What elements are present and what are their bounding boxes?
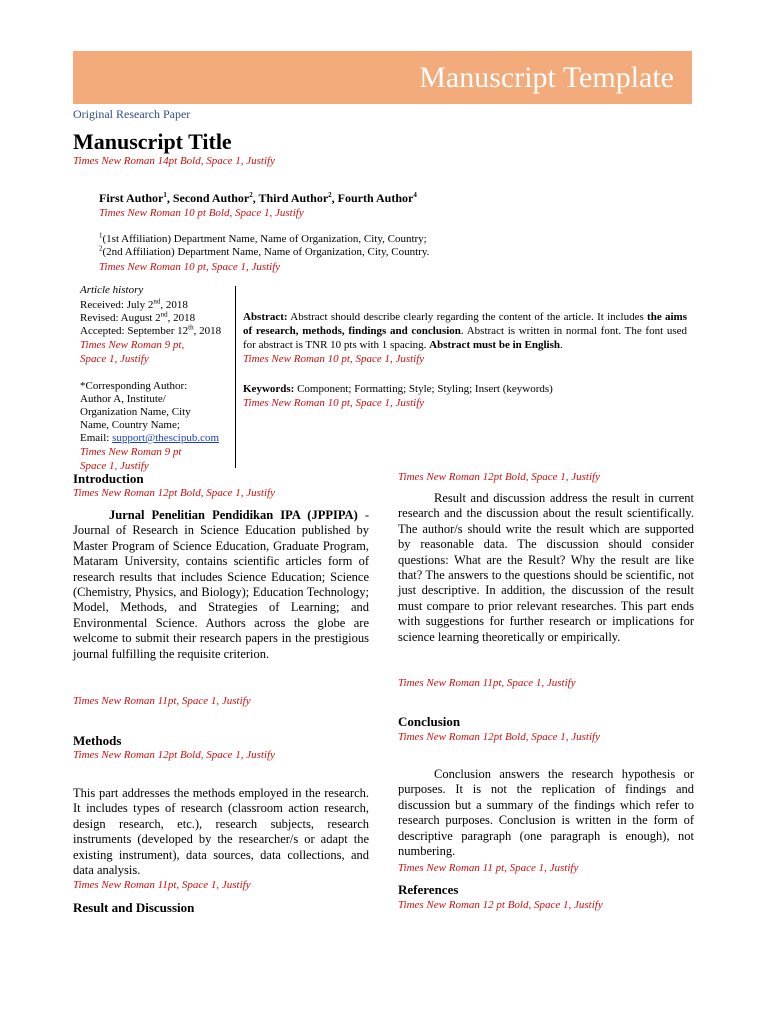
- affiliation-1: $^1$(1st Affiliation) Department Name, Name of Organization, City, Country;: [99, 231, 427, 245]
- methods-body-note: Times New Roman 11pt, Space 1, Justify: [73, 879, 251, 891]
- history-format-note-1: Times New Roman 9 pt,: [80, 339, 185, 351]
- abstract-format-note: Times New Roman 10 pt, Space 1, Justify: [243, 353, 425, 365]
- revised-date: Revised: August 2nd, 2018: [80, 310, 196, 324]
- corresponding-format-note-2: Space 1, Justify: [80, 460, 149, 472]
- methods-paragraph: This part addresses the methods employed in the research. It includes types of research (classroom action research, design research, etc.), research subjects, research instruments (developed by the researcher/s or adapt the existing instrument), data sources, data collections, and data analysis.: [73, 786, 369, 878]
- conclusion-paragraph: Conclusion answers the research hypothesis or purposes. It is not the replication of findings and discussion but a summary of the findings which refer to research purposes. Conclusion is written in the form of descriptive paragraph (one paragraph is enough), not numbering.: [398, 767, 694, 859]
- header-banner: [73, 51, 692, 104]
- received-date: Received: July 2nd, 2018: [80, 297, 188, 311]
- corresponding-line-2: Author A, Institute/: [80, 393, 166, 405]
- methods-format-note: Times New Roman 12pt Bold, Space 1, Justify: [73, 749, 275, 761]
- history-format-note-2: Space 1, Justify: [80, 353, 149, 365]
- article-info-box: [80, 284, 235, 473]
- results-format-note: Times New Roman 12pt Bold, Space 1, Justify: [398, 471, 600, 483]
- introduction-format-note: Times New Roman 12pt Bold, Space 1, Justify: [73, 487, 275, 499]
- abstract-text: Abstract: Abstract should describe clearly regarding the content of the article. It includes the aims of research, methods, findings and conclusion. Abstract is written in normal font. The font used for abstract is TNR 10 pts with 1 spacing. Abstract must be in English.: [243, 311, 687, 351]
- email-link[interactable]: support@thescipub.com: [112, 432, 220, 444]
- conclusion-body-note: Times New Roman 11 pt, Space 1, Justify: [398, 862, 579, 874]
- results-heading: Result and Discussion: [73, 900, 195, 915]
- corresponding-label: *Corresponding Author:: [80, 380, 188, 392]
- methods-heading: Methods: [73, 733, 122, 748]
- introduction-paragraph: Jurnal Penelitian Pendidikan IPA (JPPIPA) - Journal of Research in Science Education published by Master Program of Science Education, Graduate Program, Mataram University, contains scientific articles form of research results that includes Science Education; Science (Chemistry, Physics, and Biology); Education Technology; Model, Methods, and Strategies of Learning; and Environmental Science. Authors across the globe are welcome to submit their research papers in the prestigious journal fulfilling the requisite criterion.: [73, 508, 370, 661]
- introduction-heading: Introduction: [73, 471, 144, 486]
- corresponding-format-note-1: Times New Roman 9 pt: [80, 446, 182, 458]
- accepted-date: Accepted: September 12th, 2018: [80, 323, 222, 337]
- conclusion-format-note: Times New Roman 12pt Bold, Space 1, Justify: [398, 731, 600, 743]
- article-history-heading: Article history: [80, 284, 144, 296]
- affiliations-format-note: Times New Roman 10 pt, Space 1, Justify: [99, 261, 281, 273]
- paper-type: Original Research Paper: [73, 107, 191, 121]
- conclusion-heading: Conclusion: [398, 714, 461, 729]
- corresponding-email-line: Email: support@thescipub.com: [80, 432, 220, 444]
- affiliation-2: $^2$(2nd Affiliation) Department Name, Name of Organization, City, Country.: [99, 244, 430, 258]
- manuscript-title: Manuscript Title: [73, 129, 232, 154]
- keywords-format-note: Times New Roman 10 pt, Space 1, Justify: [243, 397, 425, 409]
- results-body-note: Times New Roman 11pt, Space 1, Justify: [398, 677, 576, 689]
- keywords: Keywords: Component; Formatting; Style; Styling; Insert (keywords): [243, 383, 553, 395]
- corresponding-line-3: Organization Name, City: [80, 406, 191, 418]
- info-divider: [235, 286, 236, 468]
- header-title: Manuscript Template: [419, 61, 674, 94]
- abstract-block: [243, 310, 687, 410]
- author-list: First Author$^1$, Second Author$^2$, Third Author$^2$, Fourth Author$^4$: [99, 191, 417, 205]
- results-paragraph: Result and discussion address the result in current research and the discussion about the result scientifically. The author/s should write the result which are supported by reasonable data. The discussion should consider questions: What are the Result? Why the result are like that? The answers to the questions should be scientific, not just descriptive. In addition, the discussion of the result must compare to prior relevant researches. This part ends with suggestions for further research or implications for science learning theoretically or empirically.: [398, 491, 694, 644]
- authors-format-note: Times New Roman 10 pt Bold, Space 1, Justify: [99, 207, 304, 219]
- references-heading: References: [398, 882, 459, 897]
- introduction-body-note: Times New Roman 11pt, Space 1, Justify: [73, 695, 251, 707]
- corresponding-line-4: Name, Country Name;: [80, 419, 180, 431]
- references-format-note: Times New Roman 12 pt Bold, Space 1, Justify: [398, 899, 603, 911]
- title-format-note: Times New Roman 14pt Bold, Space 1, Justify: [73, 155, 275, 167]
